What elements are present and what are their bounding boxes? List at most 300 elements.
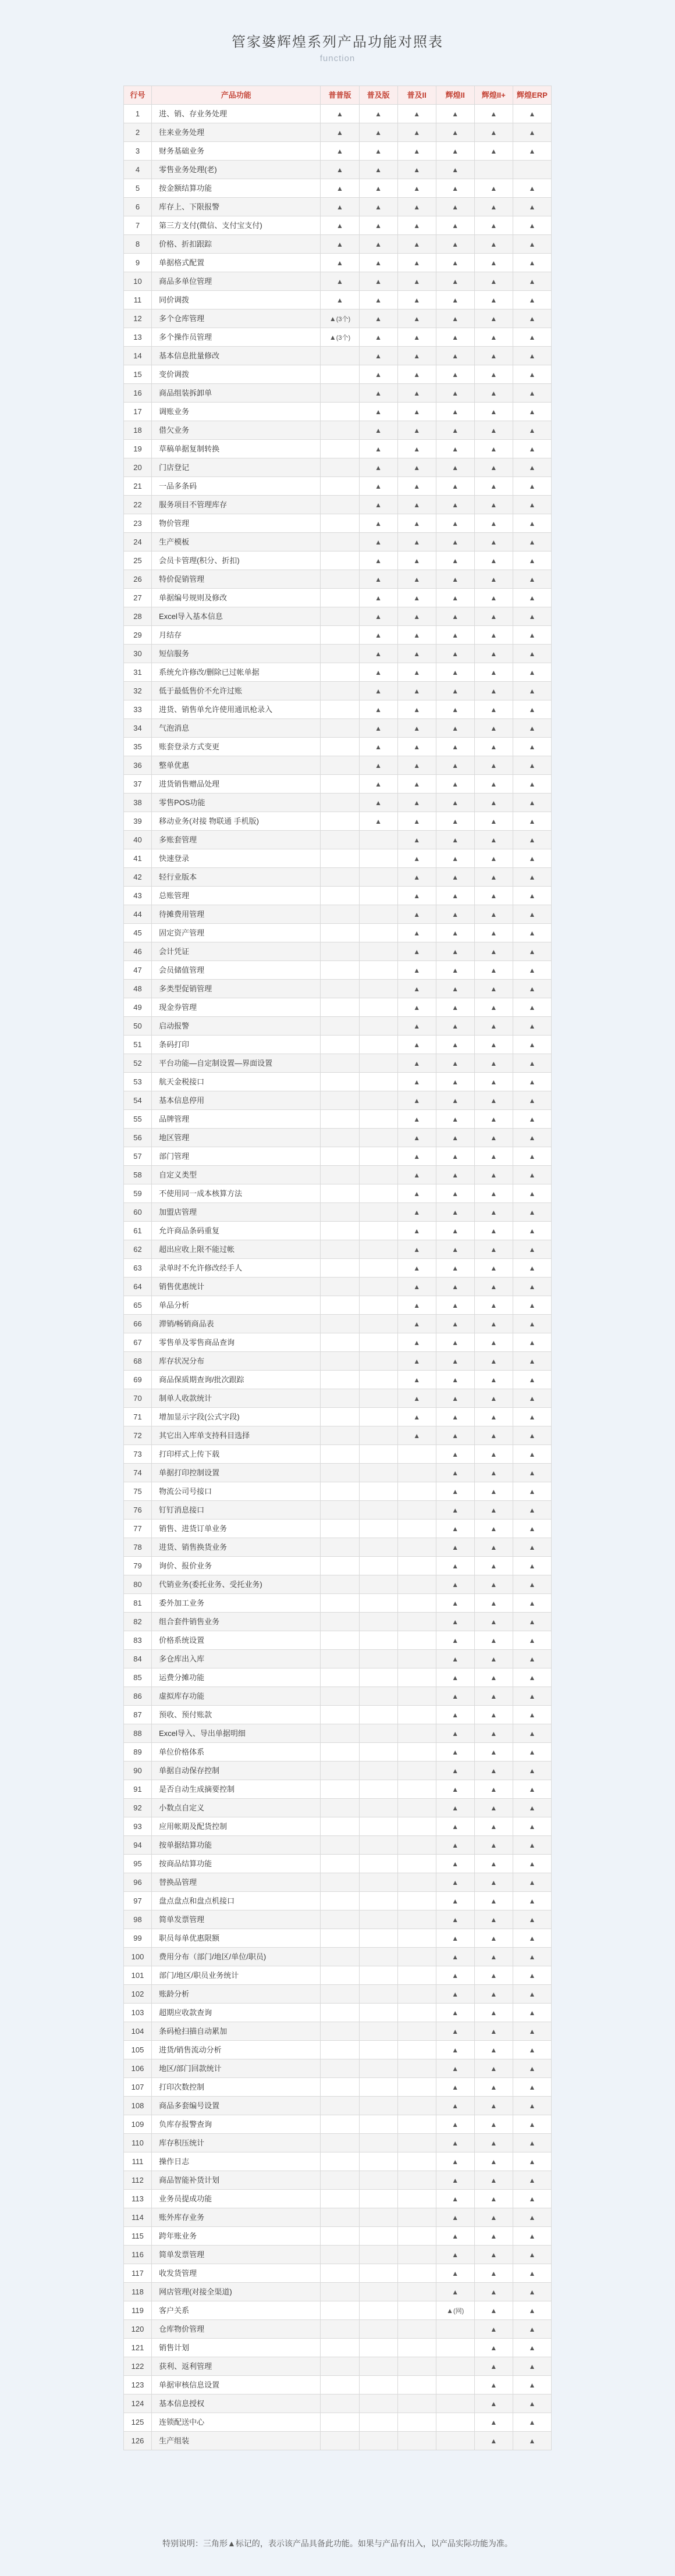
feature-cell — [397, 905, 436, 924]
triangle-mark-icon: ▲ — [375, 184, 382, 193]
feature-cell — [513, 794, 551, 812]
triangle-mark-icon: ▲ — [413, 1115, 421, 1123]
header-row-number: 行号 — [124, 86, 152, 105]
triangle-mark-icon: ▲ — [490, 371, 498, 379]
feature-cell — [397, 2264, 436, 2283]
feature-cell — [436, 1892, 474, 1910]
feature-cell — [513, 1426, 551, 1445]
feature-cell — [436, 533, 474, 552]
feature-cell — [513, 1817, 551, 1836]
triangle-mark-icon: ▲ — [490, 650, 498, 658]
feature-cell — [397, 2301, 436, 2320]
feature-cell — [474, 1724, 513, 1743]
feature-cell — [474, 868, 513, 887]
feature-cell — [321, 421, 359, 440]
feature-cell — [397, 198, 436, 216]
feature-name: 询价、报价业务 — [152, 1557, 321, 1575]
feature-cell — [359, 2227, 397, 2246]
triangle-mark-icon: ▲ — [452, 259, 459, 267]
triangle-mark-icon: ▲ — [528, 706, 536, 714]
feature-cell — [474, 1278, 513, 1296]
feature-cell — [321, 2301, 359, 2320]
feature-cell — [397, 2413, 436, 2432]
triangle-mark-icon: ▲ — [490, 1767, 498, 1775]
feature-name: 门店登记 — [152, 458, 321, 477]
table-row — [124, 309, 552, 328]
feature-cell — [474, 663, 513, 682]
feature-cell — [474, 905, 513, 924]
triangle-mark-icon: ▲ — [490, 2307, 498, 2315]
feature-cell — [359, 980, 397, 998]
feature-cell — [474, 2357, 513, 2376]
triangle-mark-icon: ▲ — [336, 184, 343, 193]
feature-name: 零售业务处理(老) — [152, 161, 321, 179]
feature-cell — [359, 1389, 397, 1408]
feature-cell — [474, 1426, 513, 1445]
table-row — [124, 1017, 552, 1036]
feature-cell — [359, 942, 397, 961]
triangle-mark-icon: ▲ — [528, 1320, 536, 1328]
feature-cell — [474, 440, 513, 458]
feature-cell — [321, 1948, 359, 1966]
feature-cell — [436, 1520, 474, 1538]
feature-cell — [321, 2283, 359, 2301]
triangle-mark-icon: ▲ — [490, 352, 498, 360]
row-number: 104 — [124, 2022, 152, 2041]
triangle-mark-icon: ▲ — [413, 836, 421, 844]
feature-cell — [397, 1147, 436, 1166]
feature-cell — [321, 105, 359, 123]
feature-name: 特价促销管理 — [152, 570, 321, 589]
triangle-mark-icon: ▲ — [490, 1543, 498, 1552]
feature-cell — [474, 2376, 513, 2394]
feature-cell — [397, 2339, 436, 2357]
feature-cell — [436, 1650, 474, 1668]
feature-cell — [359, 2283, 397, 2301]
feature-cell — [474, 254, 513, 272]
row-number: 8 — [124, 235, 152, 254]
feature-cell — [436, 1389, 474, 1408]
triangle-mark-icon: ▲ — [452, 110, 459, 118]
row-number: 35 — [124, 738, 152, 756]
feature-cell — [321, 626, 359, 645]
feature-cell — [474, 1315, 513, 1333]
feature-cell — [397, 2320, 436, 2339]
feature-cell — [474, 2394, 513, 2413]
feature-cell — [474, 589, 513, 607]
feature-cell — [321, 1557, 359, 1575]
feature-name: 收发货管理 — [152, 2264, 321, 2283]
triangle-mark-icon: ▲ — [490, 1934, 498, 1942]
triangle-mark-icon: ▲ — [490, 743, 498, 751]
feature-cell — [513, 775, 551, 794]
feature-cell — [513, 496, 551, 514]
feature-cell — [321, 347, 359, 365]
feature-cell — [474, 998, 513, 1017]
feature-cell — [397, 1240, 436, 1259]
row-number: 53 — [124, 1073, 152, 1091]
triangle-mark-icon: ▲ — [528, 1283, 536, 1291]
feature-name: 单品分析 — [152, 1296, 321, 1315]
feature-cell — [513, 980, 551, 998]
feature-cell — [513, 1594, 551, 1613]
feature-cell — [474, 2041, 513, 2059]
triangle-mark-icon: ▲ — [490, 1004, 498, 1012]
triangle-mark-icon: ▲ — [528, 1804, 536, 1812]
feature-cell — [397, 1557, 436, 1575]
feature-name: 是否自动生成摘要控制 — [152, 1780, 321, 1799]
feature-name: 费用分布（部门/地区/单位/职员) — [152, 1948, 321, 1966]
feature-cell — [513, 2041, 551, 2059]
feature-cell — [359, 2264, 397, 2283]
triangle-mark-icon: ▲ — [413, 1152, 421, 1161]
feature-cell — [436, 589, 474, 607]
feature-cell — [359, 105, 397, 123]
feature-cell — [397, 1743, 436, 1762]
triangle-mark-icon: ▲ — [528, 222, 536, 230]
feature-cell — [474, 1966, 513, 1985]
feature-cell — [436, 1129, 474, 1147]
feature-cell — [321, 589, 359, 607]
triangle-mark-icon: ▲ — [490, 1078, 498, 1086]
feature-cell — [397, 2059, 436, 2078]
feature-name: 多账套管理 — [152, 831, 321, 849]
triangle-mark-icon: ▲ — [413, 892, 421, 900]
row-number: 118 — [124, 2283, 152, 2301]
triangle-mark-icon: ▲ — [336, 203, 343, 211]
row-number: 83 — [124, 1631, 152, 1650]
triangle-mark-icon: ▲ — [375, 240, 382, 248]
triangle-mark-icon: ▲ — [528, 1730, 536, 1738]
feature-cell — [359, 161, 397, 179]
feature-name: 基本信息停用 — [152, 1091, 321, 1110]
triangle-mark-icon: ▲ — [490, 706, 498, 714]
feature-cell — [321, 496, 359, 514]
table-row — [124, 1650, 552, 1668]
row-number: 115 — [124, 2227, 152, 2246]
feature-cell — [321, 272, 359, 291]
table-row — [124, 1855, 552, 1873]
triangle-mark-icon: ▲ — [452, 352, 459, 360]
feature-cell — [321, 719, 359, 738]
feature-name: 会计凭证 — [152, 942, 321, 961]
row-number: 50 — [124, 1017, 152, 1036]
feature-cell — [513, 1036, 551, 1054]
feature-cell — [397, 347, 436, 365]
feature-cell — [321, 1315, 359, 1333]
feature-cell — [436, 2208, 474, 2227]
triangle-mark-icon: ▲ — [490, 296, 498, 304]
table-row — [124, 1817, 552, 1836]
row-number: 26 — [124, 570, 152, 589]
triangle-mark-icon: ▲ — [528, 333, 536, 341]
triangle-mark-icon: ▲ — [490, 1748, 498, 1756]
triangle-mark-icon: ▲ — [528, 1022, 536, 1030]
triangle-mark-icon: ▲ — [375, 650, 382, 658]
triangle-mark-icon: ▲ — [528, 2251, 536, 2259]
triangle-mark-icon: ▲ — [490, 1264, 498, 1272]
feature-cell — [513, 2394, 551, 2413]
triangle-mark-icon: ▲ — [528, 277, 536, 286]
feature-cell — [359, 700, 397, 719]
feature-cell — [474, 2171, 513, 2190]
table-row — [124, 2264, 552, 2283]
feature-cell — [397, 1650, 436, 1668]
feature-cell — [321, 1613, 359, 1631]
triangle-mark-icon: ▲ — [336, 296, 343, 304]
table-row — [124, 1538, 552, 1557]
feature-cell — [436, 1575, 474, 1594]
triangle-mark-icon: ▲ — [528, 1618, 536, 1626]
feature-cell — [359, 1706, 397, 1724]
table-row — [124, 1799, 552, 1817]
feature-cell — [397, 831, 436, 849]
feature-cell — [474, 980, 513, 998]
table-row — [124, 2394, 552, 2413]
triangle-mark-icon: ▲ — [413, 277, 421, 286]
feature-cell — [359, 812, 397, 831]
triangle-mark-icon: ▲ — [490, 2418, 498, 2426]
feature-cell — [436, 2115, 474, 2134]
feature-cell — [474, 1036, 513, 1054]
feature-cell — [321, 403, 359, 421]
table-row — [124, 1780, 552, 1799]
feature-cell — [513, 868, 551, 887]
triangle-mark-icon: ▲ — [452, 1599, 459, 1607]
feature-cell — [513, 1631, 551, 1650]
triangle-mark-icon: ▲ — [452, 1376, 459, 1384]
feature-cell — [474, 1296, 513, 1315]
triangle-mark-icon: ▲ — [452, 1041, 459, 1049]
feature-cell — [359, 1184, 397, 1203]
triangle-mark-icon: ▲ — [528, 1004, 536, 1012]
feature-cell — [474, 365, 513, 384]
feature-cell — [513, 2301, 551, 2320]
row-number: 11 — [124, 291, 152, 309]
row-number: 107 — [124, 2078, 152, 2097]
row-number: 4 — [124, 161, 152, 179]
triangle-mark-icon: ▲ — [490, 1339, 498, 1347]
row-number: 21 — [124, 477, 152, 496]
triangle-mark-icon: ▲ — [375, 110, 382, 118]
feature-cell — [321, 1836, 359, 1855]
triangle-mark-icon: ▲ — [528, 147, 536, 155]
feature-name: 虚拟库存功能 — [152, 1687, 321, 1706]
feature-cell — [436, 2227, 474, 2246]
triangle-mark-icon: ▲ — [528, 1972, 536, 1980]
row-number: 111 — [124, 2152, 152, 2171]
feature-cell — [474, 2283, 513, 2301]
triangle-mark-icon: ▲ — [446, 2306, 453, 2315]
feature-cell — [321, 1631, 359, 1650]
row-number: 92 — [124, 1799, 152, 1817]
row-number: 108 — [124, 2097, 152, 2115]
triangle-mark-icon: ▲ — [452, 222, 459, 230]
row-number: 105 — [124, 2041, 152, 2059]
feature-cell — [397, 496, 436, 514]
feature-cell — [474, 2152, 513, 2171]
triangle-mark-icon: ▲ — [490, 538, 498, 546]
feature-cell — [436, 403, 474, 421]
feature-cell — [359, 2357, 397, 2376]
feature-cell — [436, 2283, 474, 2301]
row-number: 78 — [124, 1538, 152, 1557]
feature-cell — [436, 1408, 474, 1426]
feature-name: 第三方支付(微信、支付宝支付) — [152, 216, 321, 235]
feature-cell — [397, 1352, 436, 1371]
feature-name: 现金券管理 — [152, 998, 321, 1017]
feature-cell — [436, 347, 474, 365]
feature-cell — [436, 552, 474, 570]
feature-cell — [436, 272, 474, 291]
feature-cell — [321, 1780, 359, 1799]
feature-cell — [359, 198, 397, 216]
feature-cell — [359, 142, 397, 161]
triangle-mark-icon: ▲ — [490, 2232, 498, 2240]
feature-cell — [359, 1315, 397, 1333]
triangle-mark-icon: ▲ — [490, 389, 498, 397]
feature-cell — [359, 384, 397, 403]
triangle-mark-icon: ▲ — [452, 966, 459, 974]
triangle-mark-icon: ▲ — [528, 613, 536, 621]
feature-cell — [321, 2022, 359, 2041]
row-number: 68 — [124, 1352, 152, 1371]
triangle-mark-icon: ▲ — [490, 222, 498, 230]
feature-cell — [513, 663, 551, 682]
table-row — [124, 254, 552, 272]
triangle-mark-icon: ▲ — [490, 2065, 498, 2073]
feature-name: 预收、预付账款 — [152, 1706, 321, 1724]
feature-cell — [513, 1724, 551, 1743]
feature-cell — [321, 1445, 359, 1464]
triangle-mark-icon: ▲ — [528, 1506, 536, 1514]
feature-cell — [321, 2320, 359, 2339]
table-row — [124, 1371, 552, 1389]
feature-cell — [359, 1259, 397, 1278]
feature-cell — [359, 1650, 397, 1668]
triangle-mark-icon: ▲ — [490, 1246, 498, 1254]
feature-cell — [513, 1203, 551, 1222]
triangle-mark-icon: ▲ — [490, 1562, 498, 1570]
feature-name: 会员卡管理(积分、折扣) — [152, 552, 321, 570]
feature-cell — [513, 1873, 551, 1892]
feature-cell — [321, 682, 359, 700]
table-row — [124, 2022, 552, 2041]
triangle-mark-icon: ▲ — [490, 762, 498, 770]
feature-cell — [474, 2413, 513, 2432]
feature-cell — [321, 1426, 359, 1445]
feature-cell — [397, 1445, 436, 1464]
row-number: 13 — [124, 328, 152, 347]
feature-name: 物流公司号接口 — [152, 1482, 321, 1501]
feature-cell — [397, 179, 436, 198]
feature-cell — [359, 719, 397, 738]
triangle-mark-icon: ▲ — [413, 557, 421, 565]
triangle-mark-icon: ▲ — [528, 1041, 536, 1049]
feature-cell — [397, 1110, 436, 1129]
feature-cell — [397, 1762, 436, 1780]
feature-cell — [436, 1631, 474, 1650]
feature-cell — [321, 998, 359, 1017]
feature-cell — [359, 1910, 397, 1929]
feature-name: 整单优惠 — [152, 756, 321, 775]
triangle-mark-icon: ▲ — [375, 743, 382, 751]
triangle-mark-icon: ▲ — [528, 985, 536, 993]
triangle-mark-icon: ▲ — [375, 426, 382, 435]
feature-cell — [359, 347, 397, 365]
row-number: 44 — [124, 905, 152, 924]
triangle-mark-icon: ▲ — [528, 1097, 536, 1105]
feature-cell — [513, 924, 551, 942]
feature-cell — [321, 1538, 359, 1557]
triangle-mark-icon: ▲ — [413, 855, 421, 863]
row-number: 57 — [124, 1147, 152, 1166]
feature-cell — [474, 700, 513, 719]
feature-cell — [321, 458, 359, 477]
feature-cell — [321, 514, 359, 533]
feature-name: 商品保质期查询/批次跟踪 — [152, 1371, 321, 1389]
feature-name: 业务员提成功能 — [152, 2190, 321, 2208]
triangle-mark-icon: ▲ — [413, 203, 421, 211]
feature-cell — [513, 1091, 551, 1110]
feature-cell — [513, 1371, 551, 1389]
triangle-mark-icon: ▲ — [528, 2307, 536, 2315]
feature-cell — [397, 2097, 436, 2115]
feature-cell — [436, 1184, 474, 1203]
table-row — [124, 738, 552, 756]
feature-cell — [436, 2246, 474, 2264]
feature-cell — [474, 1333, 513, 1352]
triangle-mark-icon: ▲ — [490, 1394, 498, 1403]
feature-cell — [513, 1836, 551, 1855]
triangle-mark-icon: ▲ — [490, 2269, 498, 2278]
feature-cell — [513, 1855, 551, 1873]
triangle-mark-icon: ▲ — [375, 445, 382, 453]
feature-cell — [321, 1985, 359, 2004]
feature-cell — [359, 738, 397, 756]
triangle-mark-icon: ▲ — [413, 1394, 421, 1403]
triangle-mark-icon: ▲ — [452, 2158, 459, 2166]
feature-name: 一品多条码 — [152, 477, 321, 496]
feature-cell — [474, 1650, 513, 1668]
triangle-mark-icon: ▲ — [413, 743, 421, 751]
row-number: 84 — [124, 1650, 152, 1668]
triangle-mark-icon: ▲ — [413, 631, 421, 639]
feature-cell — [513, 2152, 551, 2171]
feature-cell — [436, 998, 474, 1017]
triangle-mark-icon: ▲ — [490, 277, 498, 286]
triangle-mark-icon: ▲ — [528, 464, 536, 472]
triangle-mark-icon: ▲ — [452, 780, 459, 788]
triangle-mark-icon: ▲ — [490, 2176, 498, 2184]
triangle-mark-icon: ▲ — [452, 929, 459, 937]
table-row — [124, 533, 552, 552]
triangle-mark-icon: ▲ — [490, 948, 498, 956]
triangle-mark-icon: ▲ — [452, 315, 459, 323]
feature-cell — [474, 1892, 513, 1910]
feature-cell — [513, 235, 551, 254]
feature-cell — [436, 980, 474, 998]
feature-name: 连锁配送中心 — [152, 2413, 321, 2432]
row-number: 30 — [124, 645, 152, 663]
table-row — [124, 477, 552, 496]
triangle-mark-icon: ▲ — [413, 389, 421, 397]
triangle-mark-icon: ▲ — [490, 2344, 498, 2352]
feature-cell — [359, 1724, 397, 1743]
feature-cell — [474, 1240, 513, 1259]
triangle-mark-icon: ▲ — [528, 1748, 536, 1756]
triangle-mark-icon: ▲ — [490, 1655, 498, 1663]
